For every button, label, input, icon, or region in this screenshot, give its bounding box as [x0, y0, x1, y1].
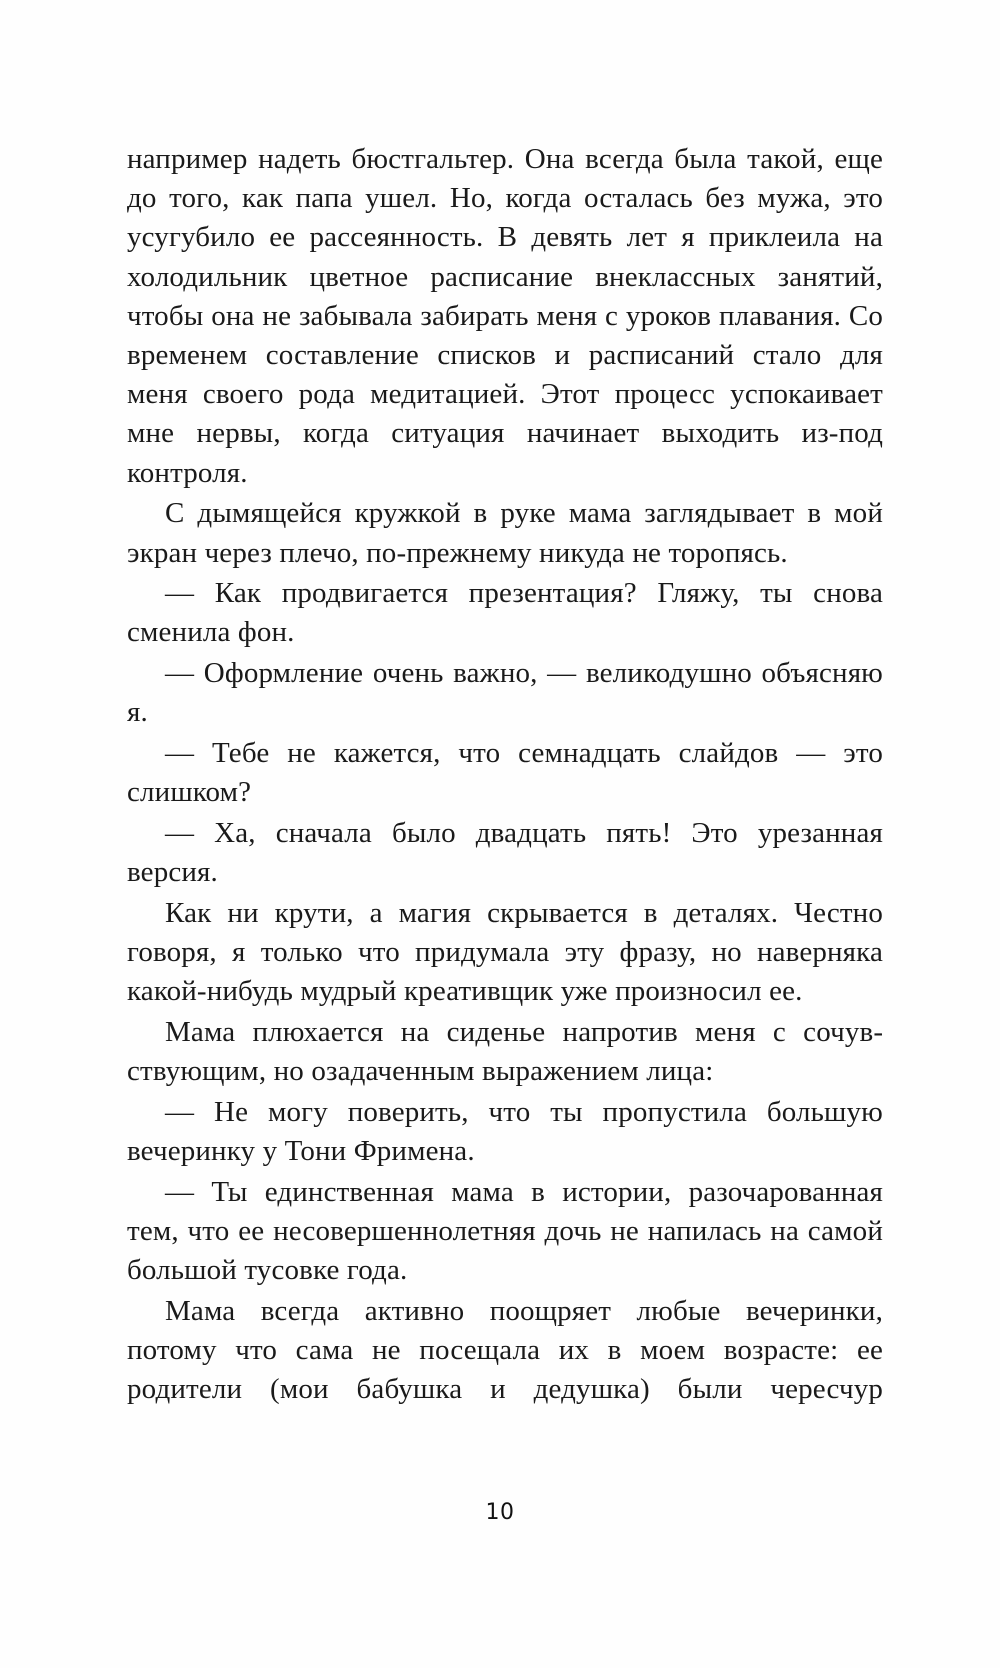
paragraph: С дымящейся кружкой в руке мама заглядывает в мой экран через плечо, по-прежнему никуда не торопясь.	[127, 497, 883, 569]
body-text	[127, 140, 883, 1411]
dialogue-line: — Тебе не кажется, что семнадцать слайдов — это слишком?	[127, 737, 883, 809]
paragraph: Мама плюхается на сиденье напротив меня с сочувствующим, но озадаченным выражением лица:	[127, 1015, 883, 1088]
dialogue-line: — Как продвигается презентация? Гляжу, ты снова сменила фон.	[127, 577, 883, 649]
paragraph: Мама всегда активно поощряет любые вечеринки, потому что сама не посещала их в моем возрасте: ее родители (мои бабушка и дедушка) были чересчур	[127, 1294, 883, 1406]
dialogue-line: — Не могу поверить, что ты пропустила большую вечеринку у Тони Фримена.	[127, 1095, 883, 1168]
dialogue-line: — Ты единственная мама в истории, разочарованная тем, что ее несовершеннолетняя дочь не напилась на самой большой тусовке года.	[127, 1175, 883, 1287]
page-number: 10	[485, 1500, 515, 1525]
paragraph: например надеть бюстгальтер. Она всегда была такой, еще до того, как папа ушел. Но, когда осталась без мужа, это усугубило ее рассеянность. В девять лет я приклеила на холодильник цветное расписание внеклассных занятий, чтобы она не забывала забирать меня с уроков плавания. Со временем составление списков и расписаний стало для меня своего рода медитацией. Этот процесс успокаивает мне нервы, когда ситуация начинает выходить из-под контроля.	[127, 143, 883, 489]
dialogue-line: — Ха, сначала было двадцать пять! Это урезанная версия.	[127, 816, 883, 889]
dialogue-line: — Оформление очень важно, — великодушно объясняю я.	[127, 657, 883, 729]
paragraph: Как ни крути, а магия скрывается в деталях. Честно говоря, я только что придумала эту фразу, но наверняка какой-нибудь мудрый креативщик уже произносил ее.	[127, 896, 883, 1008]
